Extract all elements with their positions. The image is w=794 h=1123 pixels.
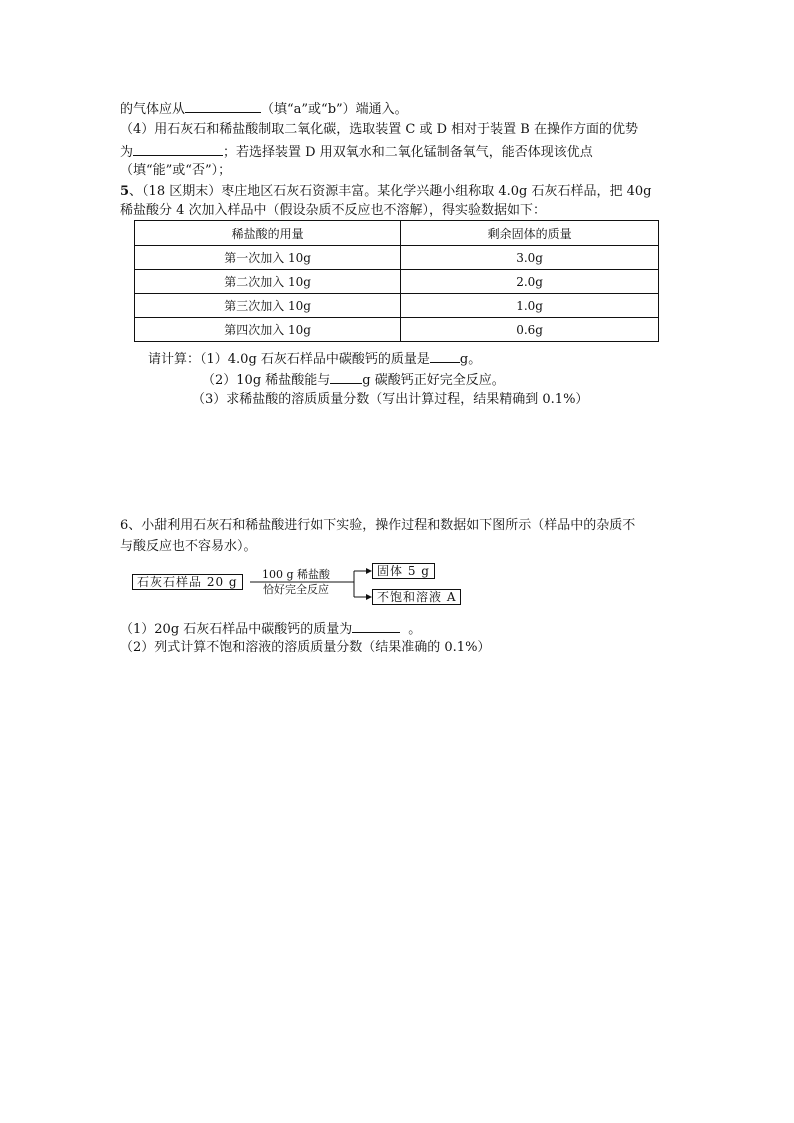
table-row [135, 246, 659, 270]
q6-ask2: （2）列式计算不饱和溶液的溶质质量分数（结果准确的 0.1%） [120, 640, 491, 655]
solution-box: 不饱和溶液 A [372, 589, 461, 605]
table-cell: 第一次加入 10g [135, 246, 401, 270]
answer-blank[interactable] [330, 369, 362, 384]
q6-ask1 [120, 618, 421, 640]
q3-line2: （4）用石灰石和稀盐酸制取二氧化碳，选取装置 C 或 D 相对于装置 B 在操作方面的优势 [120, 122, 638, 137]
q5-intro-text: 、（18 区期末）枣庄地区石灰石资源丰富。某化学兴趣小组称取 4.0g 石灰石样品，把 40g [129, 184, 652, 199]
table-cell: 第三次加入 10g [135, 294, 401, 318]
table-cell: 1.0g [401, 294, 659, 318]
answer-blank[interactable] [352, 618, 400, 633]
table-row [135, 294, 659, 318]
experiment-data-table [134, 220, 659, 342]
q5-ask2-tail: g 碳酸钙正好完全反应。 [362, 373, 505, 388]
q5-ask1-text: 请计算：（1）4.0g 石灰石样品中碳酸钙的质量是 [148, 352, 430, 367]
q3-line1-tail: （填“a”或“b”）端通入。 [261, 102, 408, 117]
q6-intro-line2: 与酸反应也不容易水）。 [120, 539, 257, 554]
arrow-label-bottom: 恰好完全反应 [263, 583, 329, 596]
solid-box: 固体 5 g [372, 563, 435, 579]
q3-line3-text: 为 [120, 145, 134, 160]
reaction-flow-diagram [132, 563, 477, 607]
q3-line3 [120, 141, 593, 163]
table-cell: 0.6g [401, 318, 659, 342]
table-cell: 第二次加入 10g [135, 270, 401, 294]
table-header-row [135, 221, 659, 246]
q3-line1-text: 的气体应从 [120, 102, 186, 117]
q5-ask1 [148, 348, 481, 370]
arrow-label-top: 100 g 稀盐酸 [261, 568, 331, 581]
table-cell: 3.0g [401, 246, 659, 270]
q3-line1 [120, 98, 408, 120]
table-cell: 2.0g [401, 270, 659, 294]
q5-number: 5 [120, 184, 130, 199]
q6-ask1-tail: 。 [408, 622, 422, 637]
q6-intro-line1: 6、小甜利用石灰石和稀盐酸进行如下实验，操作过程和数据如下图所示（样品中的杂质不 [120, 518, 636, 533]
q5-ask2-text: （2）10g 稀盐酸能与 [202, 373, 331, 388]
q3-line4: （填“能”或“否”）； [120, 163, 232, 178]
q5-ask3: （3）求稀盐酸的溶质质量分数（写出计算过程，结果精确到 0.1%） [192, 392, 589, 407]
table-header-cell: 剩余固体的质量 [401, 221, 659, 246]
q5-intro-line2: 稀盐酸分 4 次加入样品中（假设杂质不反应也不溶解），得实验数据如下： [120, 203, 547, 218]
table-row [135, 270, 659, 294]
q5-intro-line1 [120, 182, 651, 202]
q5-ask2 [202, 369, 505, 391]
q5-ask1-tail: g。 [459, 352, 482, 367]
table-header-cell: 稀盐酸的用量 [135, 221, 401, 246]
answer-blank[interactable] [185, 98, 261, 113]
table-cell: 第四次加入 10g [135, 318, 401, 342]
q6-ask1-text: （1）20g 石灰石样品中碳酸钙的质量为 [120, 622, 353, 637]
sample-box: 石灰石样品 20 g [132, 574, 243, 590]
table-row [135, 318, 659, 342]
answer-blank[interactable] [430, 348, 460, 363]
answer-blank[interactable] [133, 141, 223, 156]
q3-line3-tail: ；若选择装置 D 用双氧水和二氧化锰制备氧气，能否体现该优点 [223, 145, 593, 160]
